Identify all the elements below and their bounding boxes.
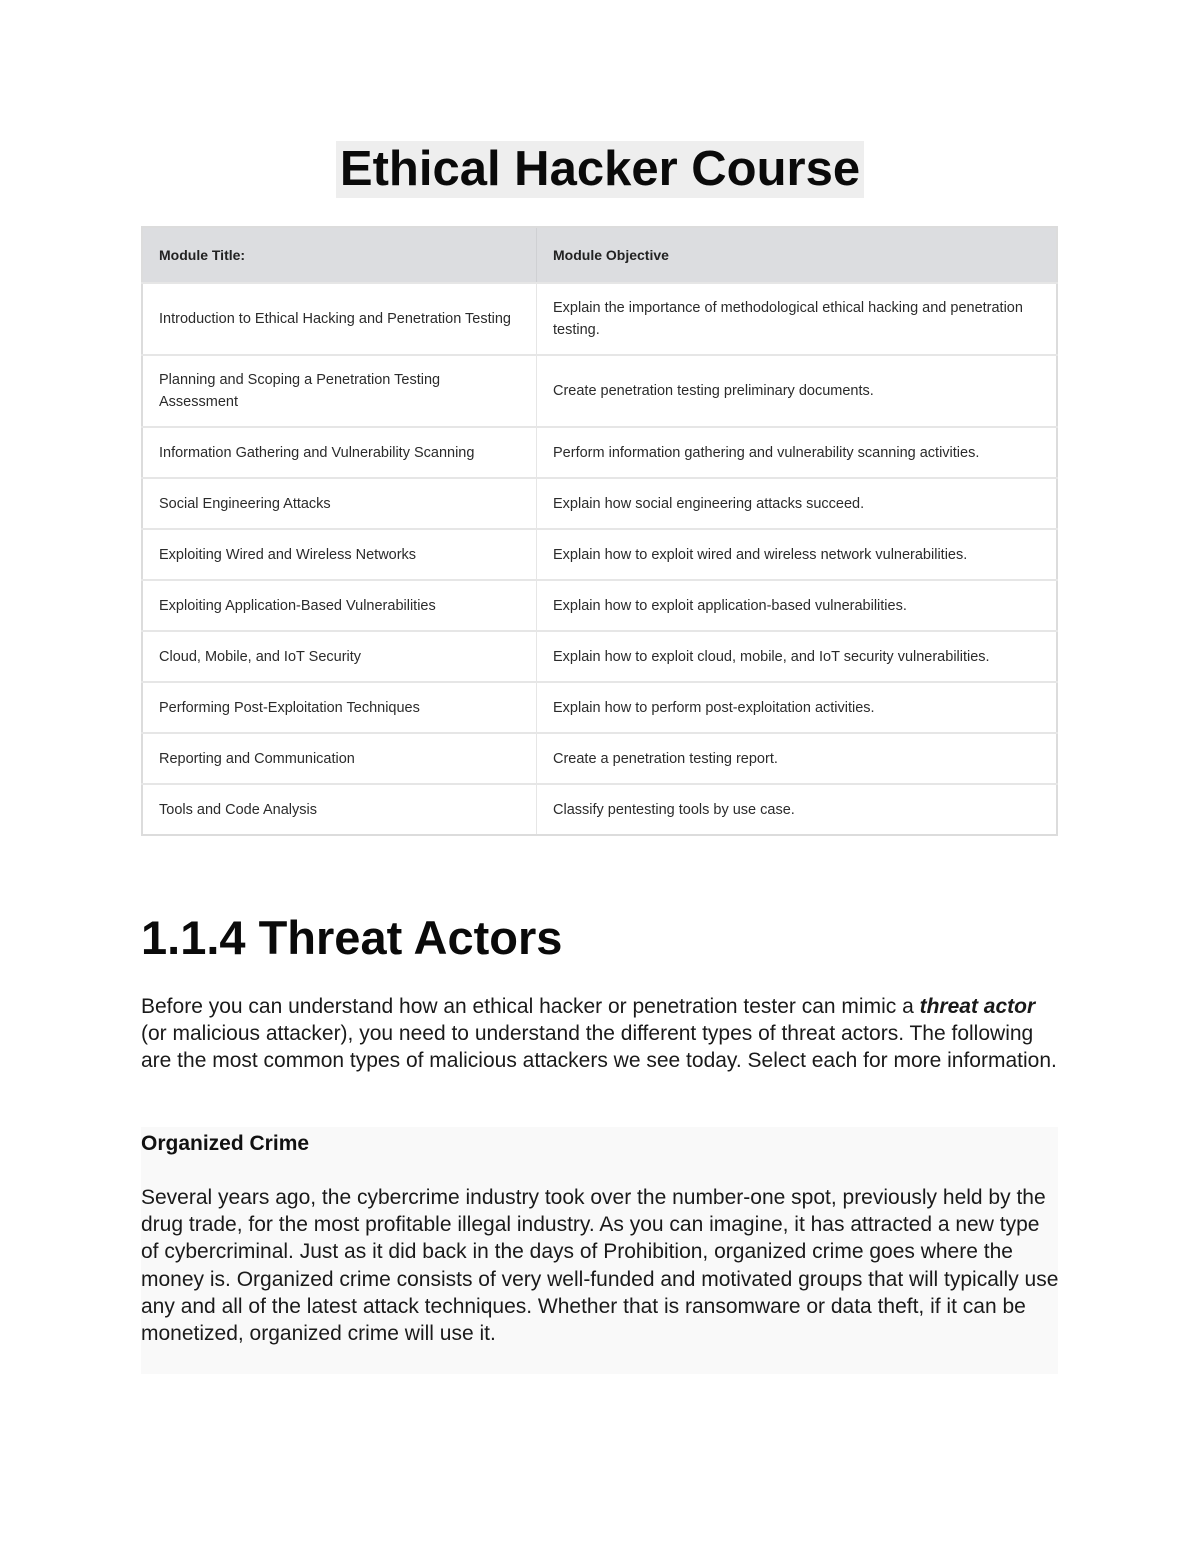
header-module-title: Module Title: xyxy=(142,227,537,283)
module-title-cell: Exploiting Wired and Wireless Networks xyxy=(142,529,537,580)
header-module-objective: Module Objective xyxy=(537,227,1058,283)
table-row xyxy=(142,355,1057,427)
intro-text-after: (or malicious attacker), you need to understand the different types of threat actors. The following are the most common types of malicious attackers we see today. Select each for more information. xyxy=(141,1022,1057,1073)
organized-crime-body: Several years ago, the cybercrime industry took over the number-one spot, previously held by the drug trade, for the most profitable illegal industry. As you can imagine, it has attracted a new type of cybercriminal. Just as it did back in the days of Prohibition, organized crime goes where the money is. Organized crime consists of very well-funded and motivated groups that will typically use any and all of the latest attack techniques. Whether that is ransomware or data theft, if it can be monetized, organized crime will use it. xyxy=(141,1186,1059,1346)
module-title-cell: Social Engineering Attacks xyxy=(142,478,537,529)
module-objective-cell: Explain how social engineering attacks succeed. xyxy=(537,478,1058,529)
table-row xyxy=(142,529,1057,580)
module-objective-cell: Explain the importance of methodological ethical hacking and penetration testing. xyxy=(537,283,1058,355)
module-title-cell: Information Gathering and Vulnerability Scanning xyxy=(142,427,537,478)
table-row xyxy=(142,580,1057,631)
module-title-cell: Cloud, Mobile, and IoT Security xyxy=(142,631,537,682)
intro-text-before: Before you can understand how an ethical hacker or penetration tester can mimic a xyxy=(141,995,920,1018)
module-objective-cell: Explain how to exploit wired and wireless network vulnerabilities. xyxy=(537,529,1058,580)
table-row xyxy=(142,784,1057,835)
module-title-cell: Planning and Scoping a Penetration Testing Assessment xyxy=(142,355,537,427)
table-header-row xyxy=(142,227,1057,283)
table-row xyxy=(142,631,1057,682)
threat-actor-keyword: threat actor xyxy=(919,995,1036,1018)
table-row xyxy=(142,427,1057,478)
module-objective-cell: Explain how to exploit cloud, mobile, and IoT security vulnerabilities. xyxy=(537,631,1058,682)
module-title-cell: Reporting and Communication xyxy=(142,733,537,784)
module-objective-cell: Create penetration testing preliminary documents. xyxy=(537,355,1058,427)
table-row xyxy=(142,733,1057,784)
intro-paragraph xyxy=(141,993,1061,1075)
module-objective-cell: Explain how to exploit application-based vulnerabilities. xyxy=(537,580,1058,631)
section-heading: 1.1.4 Threat Actors xyxy=(141,911,563,964)
organized-crime-heading[interactable]: Organized Crime xyxy=(141,1132,310,1155)
module-objective-cell: Explain how to perform post-exploitation activities. xyxy=(537,682,1058,733)
module-objective-cell: Create a penetration testing report. xyxy=(537,733,1058,784)
module-title-cell: Exploiting Application-Based Vulnerabilities xyxy=(142,580,537,631)
module-title-cell: Introduction to Ethical Hacking and Penetration Testing xyxy=(142,283,537,355)
table-row xyxy=(142,682,1057,733)
table-row xyxy=(142,478,1057,529)
module-objective-cell: Classify pentesting tools by use case. xyxy=(537,784,1058,835)
module-title-cell: Performing Post-Exploitation Techniques xyxy=(142,682,537,733)
title-wrapper xyxy=(0,141,1200,198)
module-title-cell: Tools and Code Analysis xyxy=(142,784,537,835)
document-title: Ethical Hacker Course xyxy=(336,141,864,198)
module-table xyxy=(141,226,1058,836)
module-objective-cell: Perform information gathering and vulnerability scanning activities. xyxy=(537,427,1058,478)
table-row xyxy=(142,283,1057,355)
